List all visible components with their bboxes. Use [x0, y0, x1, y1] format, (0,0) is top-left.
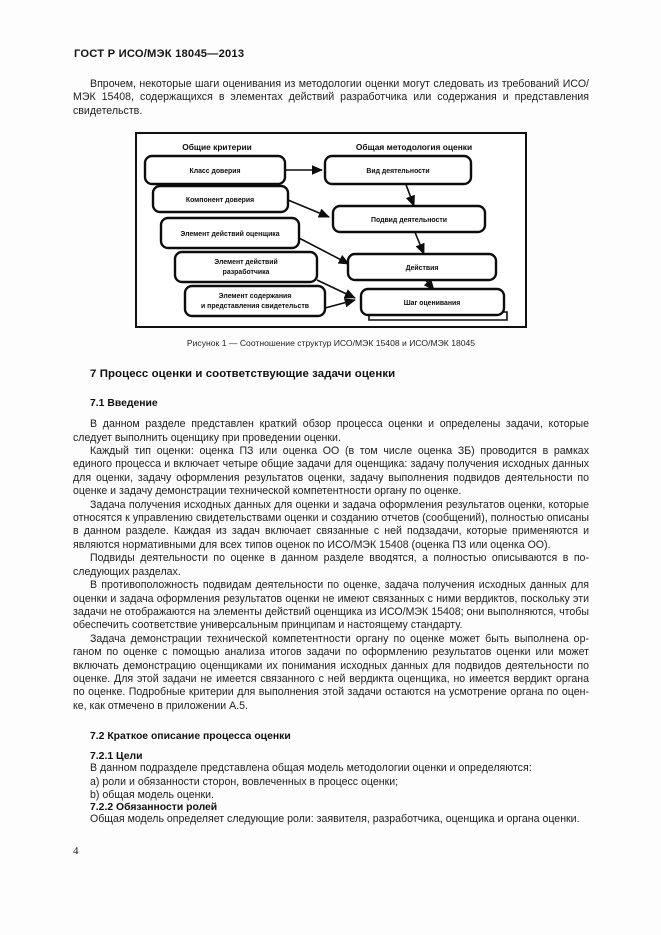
- diagram-box-label: Действия: [405, 265, 439, 273]
- list-item-a: a) роли и обязанности сторон, вовлеченных в процесс оценки;: [90, 775, 399, 788]
- diagram-box-label-line1: Элемент действий: [214, 259, 278, 267]
- connector-subactivity-to-action: [414, 230, 424, 254]
- diagram-box-label-line1: Элемент содержания: [218, 293, 292, 301]
- page-content: [73, 48, 589, 827]
- heading-section-7-2-2: 7.2.2 Обязанности ролей: [90, 802, 218, 814]
- diagram-box-label: Шаг оценивания: [403, 300, 461, 308]
- paragraph-7-2-1-lead: В данном подразделе представлена общая модель методологии оценки и определяются:: [90, 762, 532, 775]
- heading-section-7: 7 Процесс оценки и соответствующие задачи оценки: [90, 368, 396, 381]
- diagram-box-label: Элемент действий оценщика: [180, 231, 280, 239]
- paragraph-7-1-5: В противоположность подвидам деятельности по оценке, задача получения исходных данных для оценки и задача оформления результатов оценки не имеют связанных с ними вердиктов, поскольку эти задачи не отображаются на элементы действий оценщика из ИСО/МЭК 15408; они выполняются, чтобы обеспечить соответствие универсальным принципам и настоящему стандарту.: [73, 579, 589, 632]
- figure-frame: [135, 132, 527, 328]
- diagram-box-evaluation-step: [361, 289, 504, 315]
- diagram-box-label: Подвид деятельности: [371, 217, 447, 225]
- diagram-box-action: [348, 254, 496, 280]
- diagram-box-activity: [325, 156, 471, 184]
- figure-diagram: [137, 134, 525, 326]
- connector-content-to-step: [325, 300, 355, 308]
- spacer: [73, 409, 589, 418]
- list-item-b: b) общая модель оценки.: [90, 788, 214, 801]
- page-number: 4: [73, 845, 79, 857]
- diagram-box-label-line2: разработчика: [222, 269, 270, 277]
- figure-caption: Рисунок 1 — Соотношение структур ИСО/МЭК 15408 и ИСО/МЭК 18045: [186, 338, 476, 349]
- diagram-box-evaluator-action-element: [161, 218, 299, 248]
- diagram-title-left: Общие критерии: [182, 142, 252, 153]
- diagram-box-assurance-component: [153, 186, 288, 212]
- diagram-box-label: Компонент доверия: [185, 197, 255, 205]
- diagram-box-label: Вид деятельности: [366, 168, 430, 176]
- heading-section-7-2: 7.2 Краткое описание процесса оценки: [90, 731, 291, 743]
- diagram-box-developer-action-element: [175, 252, 317, 282]
- diagram-box-class-of-assurance: [145, 156, 285, 184]
- running-head: ГОСТ Р ИСО/МЭК 18045—2013: [74, 48, 245, 60]
- heading-section-7-2-1: 7.2.1 Цели: [90, 751, 143, 763]
- connector-component-to-subactivity: [288, 200, 329, 217]
- diagram-box-label: Класс доверия: [189, 168, 241, 176]
- paragraph-7-1-4: Подвиды деятельности по оценке в данном разделе вводятся, а полностью описываются в последующих разделах.: [73, 552, 589, 578]
- diagram-box-content-presentation-element: [185, 286, 325, 316]
- spacer: [73, 742, 589, 751]
- intro-paragraph: Впрочем, некоторые шаги оценивания из методологии оценки могут следовать из требований ИСО/МЭК 15408, содержащихся в элементах действий разработчика или содержания и представления свидетельств.: [73, 78, 589, 117]
- diagram-title-right: Общая методология оценки: [355, 142, 473, 153]
- heading-section-7-1: 7.1 Введение: [90, 398, 158, 410]
- paragraph-7-1-2: Каждый тип оценки: оценка ПЗ или оценка ОО (в том числе оценка ЗБ) проводится в рамках единого процесса и включает четыре общие задачи для оценщика: задачу получения исходных данных для оценки, задачу оформления результатов оценки, задачу выполнения подвидов деятельности по оценке и задачу демонстрации технической компетентности органу по оценке.: [73, 445, 589, 498]
- paragraph-7-2-2: Общая модель определяет следующие роли: заявителя, разработчика, оценщика и органа оценки.: [90, 813, 580, 826]
- figure-1: [73, 132, 589, 328]
- diagram-box-label-line2: и представления свидетельств: [201, 303, 309, 311]
- paragraph-7-1-3: Задача получения исходных данных для оценки и задача оформления результатов оценки, которые относятся к управлению свидетельствами оценки и созданию отчетов (сообщений), полностью описаны в данном разделе. Каждая из задач включает связанные с ней подзадачи, которые применяются и являются нормативными для всех типов оценок по ИСО/МЭК 15408 (оценка ПЗ или оценка ОО).: [73, 498, 589, 551]
- paragraph-7-1-6: Задача демонстрации технической компетентности органу по оценке может быть выполнена органом по оценке с помощью анализа итогов задачи по оформлению результатов оценки или может включать демонстрацию оценщиками их понимания исходных данных для подвидов деятельности по оценке. Для этой задачи не имеется связанного с ней вердикта оценщика, но имеется вердикт органа по оценке. Подробные критерии для выполнения этой задачи остаются на усмотрение органа по оценке, как отмечено в приложении А.5.: [73, 632, 589, 712]
- diagram-box-subactivity: [333, 206, 485, 232]
- connector-activity-to-subactivity: [405, 182, 414, 206]
- paragraph-7-1-1: В данном разделе представлен краткий обзор процесса оценки и определены задачи, которые следует выполнить оценщику при проведении оценки.: [73, 418, 589, 444]
